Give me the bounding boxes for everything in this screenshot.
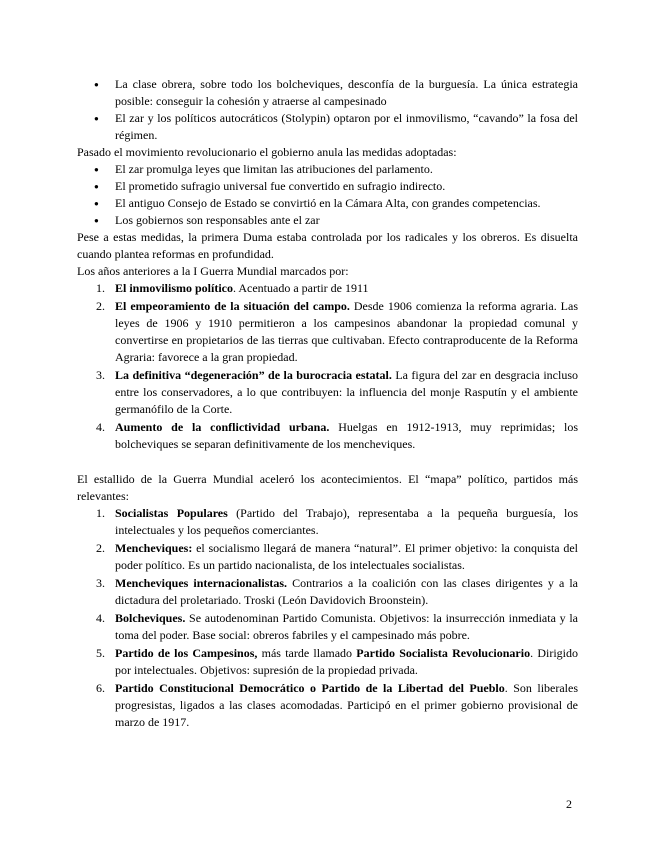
list-number: 6.	[96, 681, 105, 695]
item-text: Contrarios a la coalición con las clases dirigentes y a la dictadura del proletariado. Troski (León Davidovich Broonstein).	[115, 576, 578, 607]
item-heading: Mencheviques:	[115, 541, 193, 555]
list-item: ● La clase obrera, sobre todo los bolcheviques, desconfía de la burguesía. La única estrategia posible: conseguir la cohesión y atraerse al campesinado	[77, 76, 578, 110]
item-heading: Aumento de la conflictividad urbana.	[115, 420, 330, 434]
list-item: ● El zar y los políticos autocráticos (Stolypin) optaron por el inmovilismo, “cavando” la fosa del régimen.	[77, 110, 578, 144]
list-number: 5.	[96, 646, 105, 660]
page-content	[77, 76, 578, 732]
list-item	[77, 645, 578, 679]
list-item	[77, 298, 578, 366]
list-item	[77, 540, 578, 574]
list-number: 3.	[96, 368, 105, 382]
item-text: Huelgas en 1912-1913, muy reprimidas; los bolcheviques se separan definitivamente de los mencheviques.	[115, 420, 578, 451]
item-heading: El empeoramiento de la situación del campo.	[115, 299, 350, 313]
list-number: 2.	[96, 299, 105, 313]
item-text-secondary: . Dirigido por intelectuales. Objetivos: supresión de la propiedad privada.	[115, 646, 578, 677]
list-number: 4.	[96, 420, 105, 434]
item-text: Desde 1906 comienza la reforma agraria. Las leyes de 1906 y 1910 permitieron a los campesinos abandonar la propiedad comunal y convertirse en propietarios de las tierras que cultivaban. Efecto contraproducente de la Reforma Agraria: favorece a la gran propiedad.	[115, 299, 578, 364]
item-heading: La definitiva “degeneración” de la burocracia estatal.	[115, 368, 392, 382]
item-heading: El inmovilismo político	[115, 281, 234, 295]
list-item: ● El prometido sufragio universal fue convertido en sufragio indirecto.	[77, 178, 578, 195]
list-item	[77, 419, 578, 453]
list-number: 3.	[96, 576, 105, 590]
list-item	[77, 505, 578, 539]
item-text: Se autodenominan Partido Comunista. Objetivos: la insurrección inmediata y la toma del poder. Base social: obreros fabriles y el campesinado más pobre.	[115, 611, 578, 642]
item-heading: Socialistas Populares	[115, 506, 228, 520]
list-item	[77, 610, 578, 644]
item-heading: Bolcheviques.	[115, 611, 186, 625]
list-item: ● El zar promulga leyes que limitan las atribuciones del parlamento.	[77, 161, 578, 178]
item-text: (Partido del Trabajo), representaba a la pequeña burguesía, los intelectuales y los pequeños comerciantes.	[115, 506, 578, 537]
item-heading-secondary: Partido Socialista Revolucionario	[356, 646, 531, 660]
list-number: 1.	[96, 506, 105, 520]
item-heading: Partido Constitucional Democrático o Partido de la Libertad del Pueblo	[115, 681, 505, 695]
list-number: 1.	[96, 281, 105, 295]
item-text: La figura del zar en desgracia incluso entre los conservadores, a lo que contribuyen: la influencia del monje Rasputín y el ambiente germanófilo de la Corte.	[115, 368, 578, 416]
item-text: más tarde llamado	[257, 646, 357, 660]
item-text: el socialismo llegará de manera “natural”. El primer objetivo: la conquista del poder político. Es un partido nacionalista, de los intelectuales socialistas.	[115, 541, 578, 572]
item-heading: Partido de los Campesinos,	[115, 646, 258, 660]
item-text: . Son liberales progresistas, ligados a las clases acomodadas. Participó en el primer gobierno provisional de marzo de 1917.	[115, 681, 579, 729]
paragraph: Pese a estas medidas, la primera Duma estaba controlada por los radicales y los obreros. Es disuelta cuando plantea reformas en profundidad.	[77, 230, 578, 261]
paragraph: El estallido de la Guerra Mundial aceleró los acontecimientos. El “mapa” político, partidos más relevantes:	[77, 472, 578, 503]
paragraph: Los años anteriores a la I Guerra Mundial marcados por:	[77, 264, 349, 278]
numbered-list-prewar	[77, 280, 578, 453]
list-item	[77, 575, 578, 609]
list-number: 2.	[96, 541, 105, 555]
list-item: ● El antiguo Consejo de Estado se convirtió en la Cámara Alta, con grandes competencias.	[77, 195, 578, 212]
bullet-list-measures	[77, 161, 578, 229]
paragraph-gap	[77, 454, 578, 471]
numbered-list-parties	[77, 505, 578, 731]
page-number: 2	[566, 797, 572, 811]
list-number: 4.	[96, 611, 105, 625]
list-item	[77, 680, 578, 731]
item-heading: Mencheviques internacionalistas.	[115, 576, 288, 590]
item-text: . Acentuado a partir de 1911	[233, 281, 369, 295]
list-item: ● Los gobiernos son responsables ante el zar	[77, 212, 578, 229]
paragraph: Pasado el movimiento revolucionario el gobierno anula las medidas adoptadas:	[77, 145, 457, 159]
list-item	[77, 280, 578, 297]
list-item	[77, 367, 578, 418]
bullet-list-top	[77, 76, 578, 144]
